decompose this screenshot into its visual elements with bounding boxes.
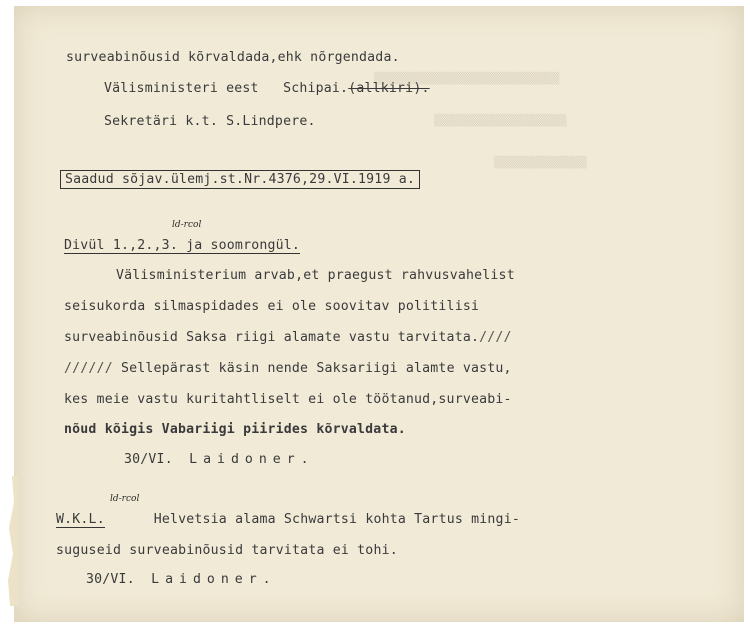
bleed-through-text: ▒▒▒▒▒▒▒▒▒▒▒▒▒▒▒▒▒▒▒▒▒▒▒▒▒▒▒▒ [374,72,560,85]
signature-name: Laidoner. [151,572,277,587]
bleed-through-text: ▒▒▒▒▒▒▒▒▒▒▒▒▒▒ [494,156,587,169]
struck-text: (allkiri). [348,81,430,96]
signature-date: 30/VI. [86,572,135,587]
sign-name: Schipai. [283,81,349,96]
signature-line [104,81,430,96]
paragraph-line: suguseid surveabinõusid tarvitata ei tohi. [56,543,398,558]
paragraph-text: Helvetsia alama Schwartsi kohta Tartus mingi- [153,512,520,527]
paragraph-text: Sellepärast käsin nende Saksariigi alamte vastu, [120,361,512,376]
heading-text: Divül 1.,2.,3. ja soomrongül. [64,238,301,253]
signature-name: Laidoner. [189,452,315,467]
document-page [14,6,744,622]
signature-date: 30/VI. [124,452,173,467]
wkl-label: W.K.L. [56,512,105,527]
signature-block [124,452,315,467]
paragraph-line: nõud kõigis Vabariigi piirides kõrvaldata. [64,422,406,437]
division-heading [64,238,300,253]
xout-marks: ////// [64,361,113,376]
paragraph-text: surveabinõusid Saksa riigi alamate vastu tarvitata. [64,330,480,345]
bleed-through-text: ▒▒▒▒▒▒▒▒▒▒▒▒▒▒▒▒▒▒▒▒ [434,114,567,127]
handwritten-note: ld-rcol [172,220,202,230]
paragraph-line: kes meie vastu kuritahtliselt ei ole töötanud,surveabi- [64,392,512,407]
sign-label: Välisministeri eest [104,81,259,96]
handwritten-note: ld-rcol [110,494,140,504]
paragraph-line [64,330,512,345]
xout-marks: //// [479,330,512,345]
signature-block [86,572,277,587]
boxed-text: Saadud sõjav.ülemj.st.Nr.4376,29.VI.1919 a. [60,170,420,189]
received-stamp [60,172,420,187]
text-line: surveabinõusid kõrvaldada,ehk nõrgendada. [66,50,400,65]
paragraph-line: Välisministerium arvab,et praegust rahvusvahelist [116,268,515,283]
secretary-line: Sekretäri k.t. S.Lindpere. [104,114,316,129]
paragraph-line: seisukorda silmaspidades ei ole soovitav politilisi [64,299,480,314]
paragraph-line [64,361,512,376]
wkl-line [56,512,520,527]
